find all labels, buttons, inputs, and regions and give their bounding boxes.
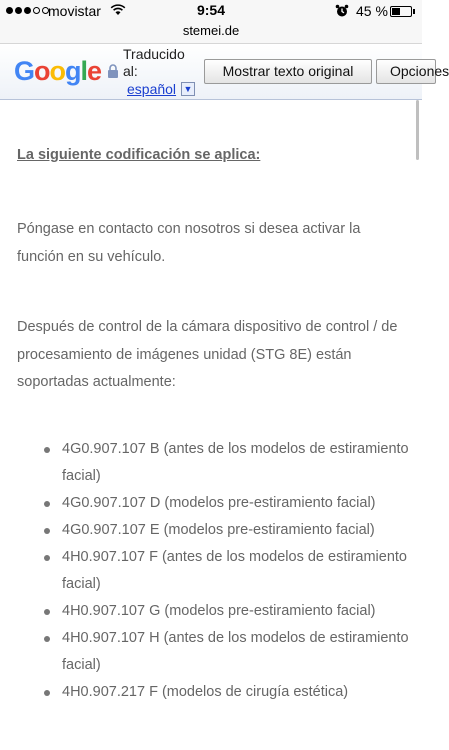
battery-cap <box>413 9 415 14</box>
lock-icon <box>107 64 119 78</box>
carrier-name: movistar <box>48 3 101 19</box>
alarm-icon <box>335 4 349 18</box>
list-item <box>17 625 409 679</box>
url-text: stemei.de <box>182 23 240 38</box>
list-item-text: 4G0.907.107 E (modelos pre-estiramiento facial) <box>62 522 375 538</box>
bullet-icon <box>44 447 50 453</box>
list-item-text: 4G0.907.107 B (antes de los modelos de estiramiento facial) <box>62 441 409 484</box>
bullet-icon <box>44 528 50 534</box>
list-item-text: 4H0.907.217 F (modelos de cirugía estética) <box>62 684 349 700</box>
bullet-icon <box>44 636 50 642</box>
contact-paragraph: Póngase en contacto con nosotros si desea activar la función en su vehículo. <box>17 221 361 265</box>
status-bar <box>0 0 422 22</box>
show-original-button[interactable]: Mostrar texto original <box>204 59 372 84</box>
part-number-list <box>17 436 409 706</box>
list-item <box>17 544 409 598</box>
list-item <box>17 598 409 625</box>
clock: 9:54 <box>196 2 226 18</box>
bullet-icon <box>44 690 50 696</box>
list-item-text: 4H0.907.107 G (modelos pre-estiramiento facial) <box>62 603 376 619</box>
target-language-link[interactable]: español <box>127 81 177 97</box>
language-dropdown-icon[interactable]: ▼ <box>181 82 195 96</box>
supported-units-paragraph: Después de control de la cámara dispositivo de control / de procesamiento de imágenes unidad (STG 8E) están soportadas actualmente: <box>17 319 398 390</box>
section-heading: La siguiente codificación se aplica: <box>17 147 261 163</box>
bullet-icon <box>44 609 50 615</box>
list-item <box>17 517 409 544</box>
google-logo: Google <box>14 56 102 86</box>
address-bar[interactable] <box>0 22 422 44</box>
bullet-icon <box>44 501 50 507</box>
list-item <box>17 436 409 490</box>
list-item-text: 4H0.907.107 F (antes de los modelos de estiramiento facial) <box>62 549 407 592</box>
bullet-icon <box>44 555 50 561</box>
translate-bar <box>0 44 449 100</box>
list-item <box>17 490 409 517</box>
list-item-text: 4G0.907.107 D (modelos pre-estiramiento facial) <box>62 495 376 511</box>
battery-icon <box>390 6 412 17</box>
list-item <box>17 679 409 706</box>
translated-to-label: Traducido al: <box>123 46 185 79</box>
battery-percentage: 45 % <box>356 3 388 19</box>
list-item-text: 4H0.907.107 H (antes de los modelos de estiramiento facial) <box>62 630 409 673</box>
scroll-indicator[interactable] <box>416 100 419 160</box>
options-button[interactable]: Opciones <box>376 59 436 84</box>
